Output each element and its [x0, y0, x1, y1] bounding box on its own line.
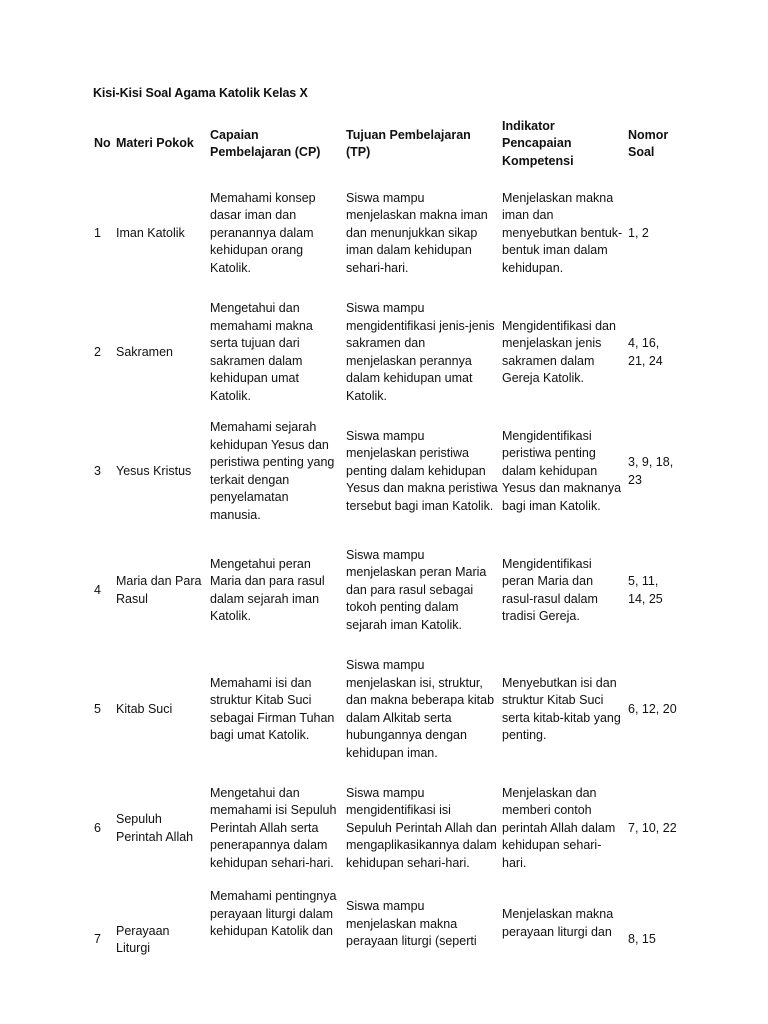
header-nomor — [626, 114, 752, 174]
table-row — [92, 293, 752, 412]
cell-nomor-value: 3, 9, 18, 23 — [628, 455, 674, 487]
cell-no: 4 — [94, 582, 101, 597]
table-header-row — [92, 114, 752, 174]
header-materi: Materi Pokok — [116, 136, 194, 151]
cell-materi: Iman Katolik — [116, 225, 185, 240]
cell-materi: Sepuluh Perintah Allah — [116, 812, 194, 844]
cell-cp: Memahami sejarah kehidupan Yesus dan peristiwa penting yang terkait dengan penyelamatan manusia. — [210, 420, 335, 522]
cell-tp: Siswa mampu menjelaskan peran Maria dan para rasul sebagai tokoh penting dalam sejarah iman Katolik. — [346, 547, 487, 632]
cell-tp: Siswa mampu mengidentifikasi isi Sepuluh Perintah Allah dan mengaplikasikannya dalam kehidupan sehari-hari. — [346, 785, 497, 870]
header-nomor-label: Nomor Soal — [628, 127, 669, 159]
cell-indikator: Menjelaskan makna perayaan liturgi dan — [502, 907, 614, 939]
cell-nomor — [626, 293, 752, 412]
cell-cp: Mengetahui peran Maria dan para rasul dalam sejarah iman Katolik. — [210, 556, 325, 623]
cell-nomor — [626, 888, 752, 992]
cell-materi: Maria dan Para Rasul — [116, 574, 202, 606]
cell-nomor-value: 5, 11, 14, 25 — [628, 574, 663, 606]
cell-cp: Memahami konsep dasar iman dan peranannya dalam kehidupan orang Katolik. — [210, 190, 316, 275]
kisi-kisi-table — [92, 114, 752, 992]
cell-nomor-value: 8, 15 — [628, 932, 656, 947]
cell-indikator: Mengidentifikasi dan menjelaskan jenis sakramen dalam Gereja Katolik. — [502, 318, 616, 385]
cell-no: 2 — [94, 344, 101, 359]
cell-cp: Memahami isi dan struktur Kitab Suci sebagai Firman Tuhan bagi umat Katolik. — [210, 675, 335, 742]
cell-tp: Siswa mampu mengidentifikasi jenis-jenis sakramen dan menjelaskan perannya dalam kehidupan umat Katolik. — [346, 301, 495, 403]
cell-indikator: Menyebutkan isi dan struktur Kitab Suci serta kitab-kitab yang penting. — [502, 675, 621, 742]
cell-indikator: Menjelaskan dan memberi contoh perintah Allah dalam kehidupan sehari-hari. — [502, 785, 616, 870]
cell-nomor — [626, 769, 752, 888]
cell-tp: Siswa mampu menjelaskan makna iman dan menunjukkan sikap iman dalam kehidupan sehari-hari. — [346, 190, 488, 275]
cell-nomor-value: 4, 16, 21, 24 — [628, 336, 663, 368]
cell-indikator: Mengidentifikasi peristiwa penting dalam kehidupan Yesus dan maknanya bagi iman Katolik. — [502, 428, 622, 513]
cell-cp: Mengetahui dan memahami makna serta tujuan dari sakramen dalam kehidupan umat Katolik. — [210, 301, 313, 403]
cell-materi: Sakramen — [116, 344, 173, 359]
cell-indikator: Menjelaskan makna iman dan menyebutkan bentuk-bentuk iman dalam kehidupan. — [502, 190, 623, 275]
cell-materi: Kitab Suci — [116, 701, 173, 716]
cell-no: 5 — [94, 701, 101, 716]
cell-tp: Siswa mampu menjelaskan peristiwa penting dalam kehidupan Yesus dan makna peristiwa tersebut bagi iman Katolik. — [346, 428, 498, 513]
cell-nomor-value: 6, 12, 20 — [628, 701, 677, 716]
table-row — [92, 531, 752, 650]
cell-nomor-value: 7, 10, 22 — [628, 820, 677, 835]
cell-indikator: Mengidentifikasi peran Maria dan rasul-rasul dalam tradisi Gereja. — [502, 556, 598, 623]
cell-materi: Yesus Kristus — [116, 463, 192, 478]
table-row — [92, 769, 752, 888]
cell-materi: Perayaan Liturgi — [116, 923, 170, 955]
table-row — [92, 174, 752, 293]
table-row — [92, 888, 752, 992]
cell-tp: Siswa mampu menjelaskan isi, struktur, dan makna beberapa kitab dalam Alkitab serta hubungannya dengan kehidupan iman. — [346, 658, 495, 760]
header-no: No — [94, 136, 111, 151]
cell-no: 3 — [94, 463, 101, 478]
cell-nomor — [626, 412, 752, 531]
table-row — [92, 412, 752, 531]
cell-cp: Memahami pentingnya perayaan liturgi dalam kehidupan Katolik dan — [210, 889, 337, 938]
header-tp: Tujuan Pembelajaran (TP) — [346, 127, 471, 159]
cell-cp: Mengetahui dan memahami isi Sepuluh Perintah Allah serta penerapannya dalam kehidupan sehari-hari. — [210, 785, 337, 870]
cell-tp: Siswa mampu menjelaskan makna perayaan liturgi (seperti — [346, 899, 477, 948]
header-cp: Capaian Pembelajaran (CP) — [210, 127, 321, 159]
cell-no: 1 — [94, 225, 101, 240]
cell-nomor — [626, 650, 752, 769]
table-row — [92, 650, 752, 769]
cell-no: 7 — [94, 932, 101, 947]
cell-nomor — [626, 531, 752, 650]
cell-nomor — [626, 174, 752, 293]
cell-nomor-value: 1, 2 — [628, 225, 649, 240]
header-indikator: Indikator Pencapaian Kompetensi — [502, 118, 574, 168]
document-title: Kisi-Kisi Soal Agama Katolik Kelas X — [93, 86, 308, 100]
cell-no: 6 — [94, 820, 101, 835]
